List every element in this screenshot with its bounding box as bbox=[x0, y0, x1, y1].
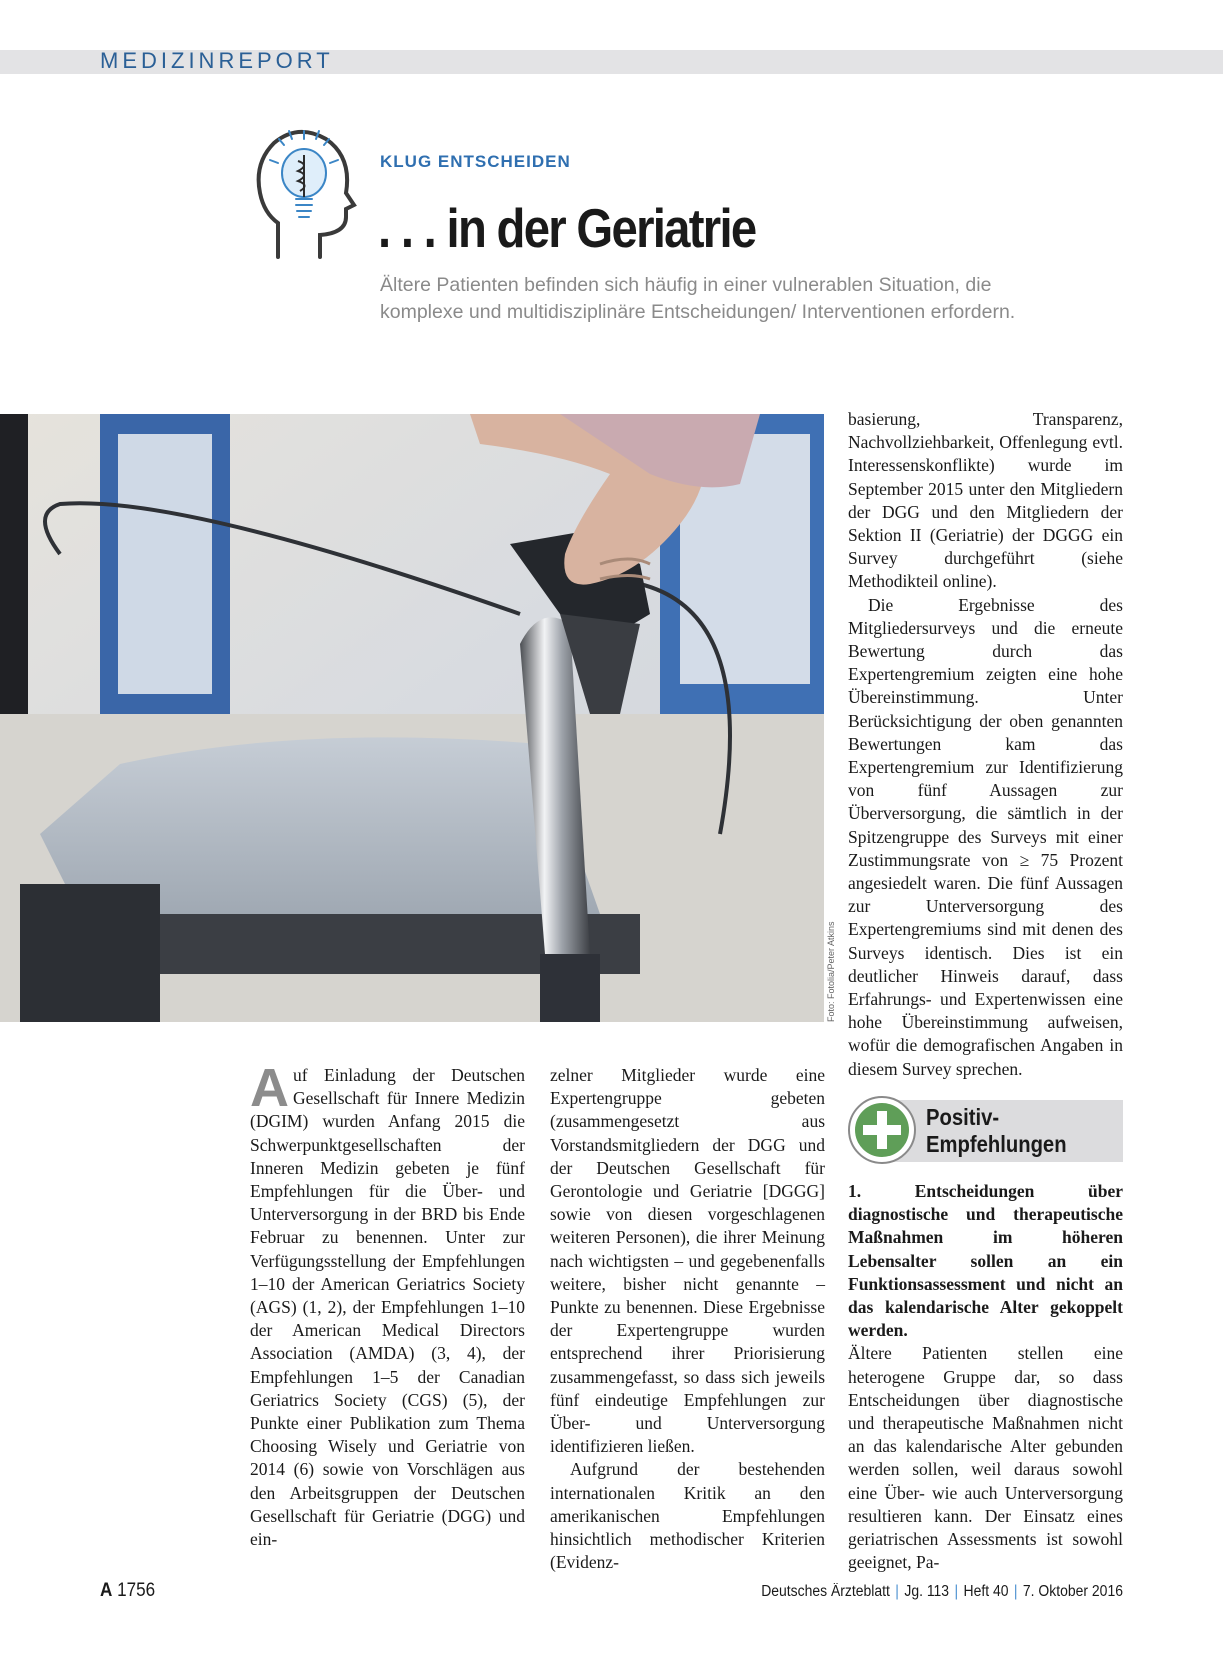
article-column-2 bbox=[550, 1064, 825, 1574]
page-prefix: A bbox=[100, 1580, 113, 1601]
page-number-value: 1756 bbox=[117, 1580, 156, 1601]
headline: . . . in der Geriatrie bbox=[378, 197, 756, 259]
positive-box-title-line-2: Empfehlungen bbox=[926, 1131, 1067, 1157]
recommendation-1-heading: 1. Entscheidungen über diagnostische und therapeutische Maßnahmen im höheren Lebensalter sollen an ein Funktionsassessment und nicht an das kalendarische Alter gekoppelt werden. bbox=[848, 1181, 1123, 1341]
journal-issue: Heft 40 bbox=[963, 1583, 1009, 1600]
column-3-paragraph-2: Die Ergebnisse des Mitgliedersurveys und die erneute Bewertung durch das Expertengremium zeigten eine hohe Übereinstimmung. Unter Berücksichtigung der oben genannten Bewertungen kam das Expertengremium zur Identifizierung von fünf Aussagen zur Überversorgung, die sämtlich in der Spitzengruppe des Surveys mit einer Zustimmungsrate von ≥ 75 Prozent angesiedelt waren. Die fünf Aussagen zur Unterversorgung des Expertengremiums sind mit denen des Surveys identisch. Dies ist ein deutlicher Hinweis darauf, dass Erfahrungs- und Expertenwissen eine hohe Übereinstimmung aufweisen, wofür die demografischen Angaben in diesem Survey sprechen. bbox=[848, 594, 1123, 1079]
footer-separator: | bbox=[895, 1583, 899, 1600]
footer-separator: | bbox=[1013, 1583, 1018, 1600]
plus-circle-icon bbox=[848, 1096, 916, 1164]
positive-recommendations-box bbox=[848, 1096, 1123, 1164]
lead-paragraph: Ältere Patienten befinden sich häufig in einer vulnerablen Situation, die komplexe und multidisziplinäre Entscheidungen/ Interventionen erfordern. bbox=[380, 274, 1016, 323]
page-number bbox=[100, 1580, 155, 1602]
column-2-paragraph-1: zelner Mitglieder wurde eine Expertengruppe gebeten (zusammengesetzt aus Vorstandsmitgliedern der DGG und der Deutschen Gesellschaft für Gerontologie und Geriatrie [DGGG] sowie von diesen vorgeschlagenen weiteren Personen), die ihrer Meinung nach wichtigsten – und gegebenenfalls weitere, bisher nicht genannte – Punkte zu benennen. Diese Ergebnisse der Expertengruppe wurden entsprechend ihrer Priorisierung zusammengefasst, so dass sich jeweils fünf eindeutige Empfehlungen zur Über- und Unterversorgung identifizieren ließen. bbox=[550, 1065, 825, 1457]
section-label: MEDIZINREPORT bbox=[100, 48, 334, 73]
photo-credit: Foto: Fotolia/Peter Atkins bbox=[826, 921, 836, 1022]
journal-date: 7. Oktober 2016 bbox=[1022, 1583, 1123, 1600]
article-column-1 bbox=[250, 1058, 525, 1551]
walker-photo bbox=[0, 414, 824, 1022]
column-2-paragraph-2: Aufgrund der bestehenden internationalen Kritik an den amerikanischen Empfehlungen hinsichtlich methodischer Kriterien (Evidenz- bbox=[550, 1459, 825, 1573]
recommendation-1 bbox=[848, 1180, 1123, 1574]
footer-separator: | bbox=[954, 1583, 959, 1600]
journal-name: Deutsches Ärzteblatt bbox=[761, 1583, 890, 1600]
journal-footer bbox=[761, 1583, 1123, 1601]
recommendation-1-text: Ältere Patienten stellen eine heterogene Gruppe dar, so dass Entscheidungen über diagnostische und therapeutische Maßnahmen nicht an das kalendarische Alter gebunden werden sollen, weil daraus sowohl eine Über- wie auch Unterversorgung resultieren kann. Der Einsatz eines geriatrischen Assessments ist sowohl geeignet, Pa- bbox=[848, 1343, 1123, 1573]
column-3-paragraph-1: basierung, Transparenz, Nachvollziehbarkeit, Offenlegung evtl. Interessenskonflikte) wurde im September 2015 unter den Mitgliedern der DGG und den Mitgliedern der Sektion II (Geriatrie) der DGGG ein Survey durchgeführt (siehe Methodikteil online). bbox=[848, 409, 1123, 592]
positive-box-title bbox=[926, 1104, 1067, 1158]
article-column-3 bbox=[848, 408, 1123, 1081]
positive-box-title-line-1: Positiv- bbox=[926, 1104, 1000, 1130]
brain-bulb-logo bbox=[250, 117, 365, 267]
journal-volume: Jg. 113 bbox=[904, 1583, 950, 1600]
kicker: KLUG ENTSCHEIDEN bbox=[380, 152, 571, 171]
dropcap: A bbox=[250, 1058, 289, 1118]
column-1-text: uf Einladung der Deutschen Gesellschaft für Innere Medizin (DGIM) wurden Anfang 2015 die Schwerpunktgesellschaften der Inneren Medizin gebeten je fünf Empfehlungen für die Über- und Unterversorgung in der BRD bis Ende Februar zu benennen. Unter zur Verfügungsstellung der Empfehlungen 1–10 der American Geriatrics Society (AGS) (1, 2), der Empfehlungen 1–10 der American Medical Directors Association (AMDA) (3, 4), der Empfehlungen 1–5 der Canadian Geriatrics Society (CGS) (5), der Punkte einer Publikation zum Thema Choosing Wisely und Geriatrie von 2014 (6) sowie von Vorschlägen aus den Arbeitsgruppen der Deutschen Gesellschaft für Geriatrie (DGG) und ein- bbox=[250, 1065, 525, 1550]
